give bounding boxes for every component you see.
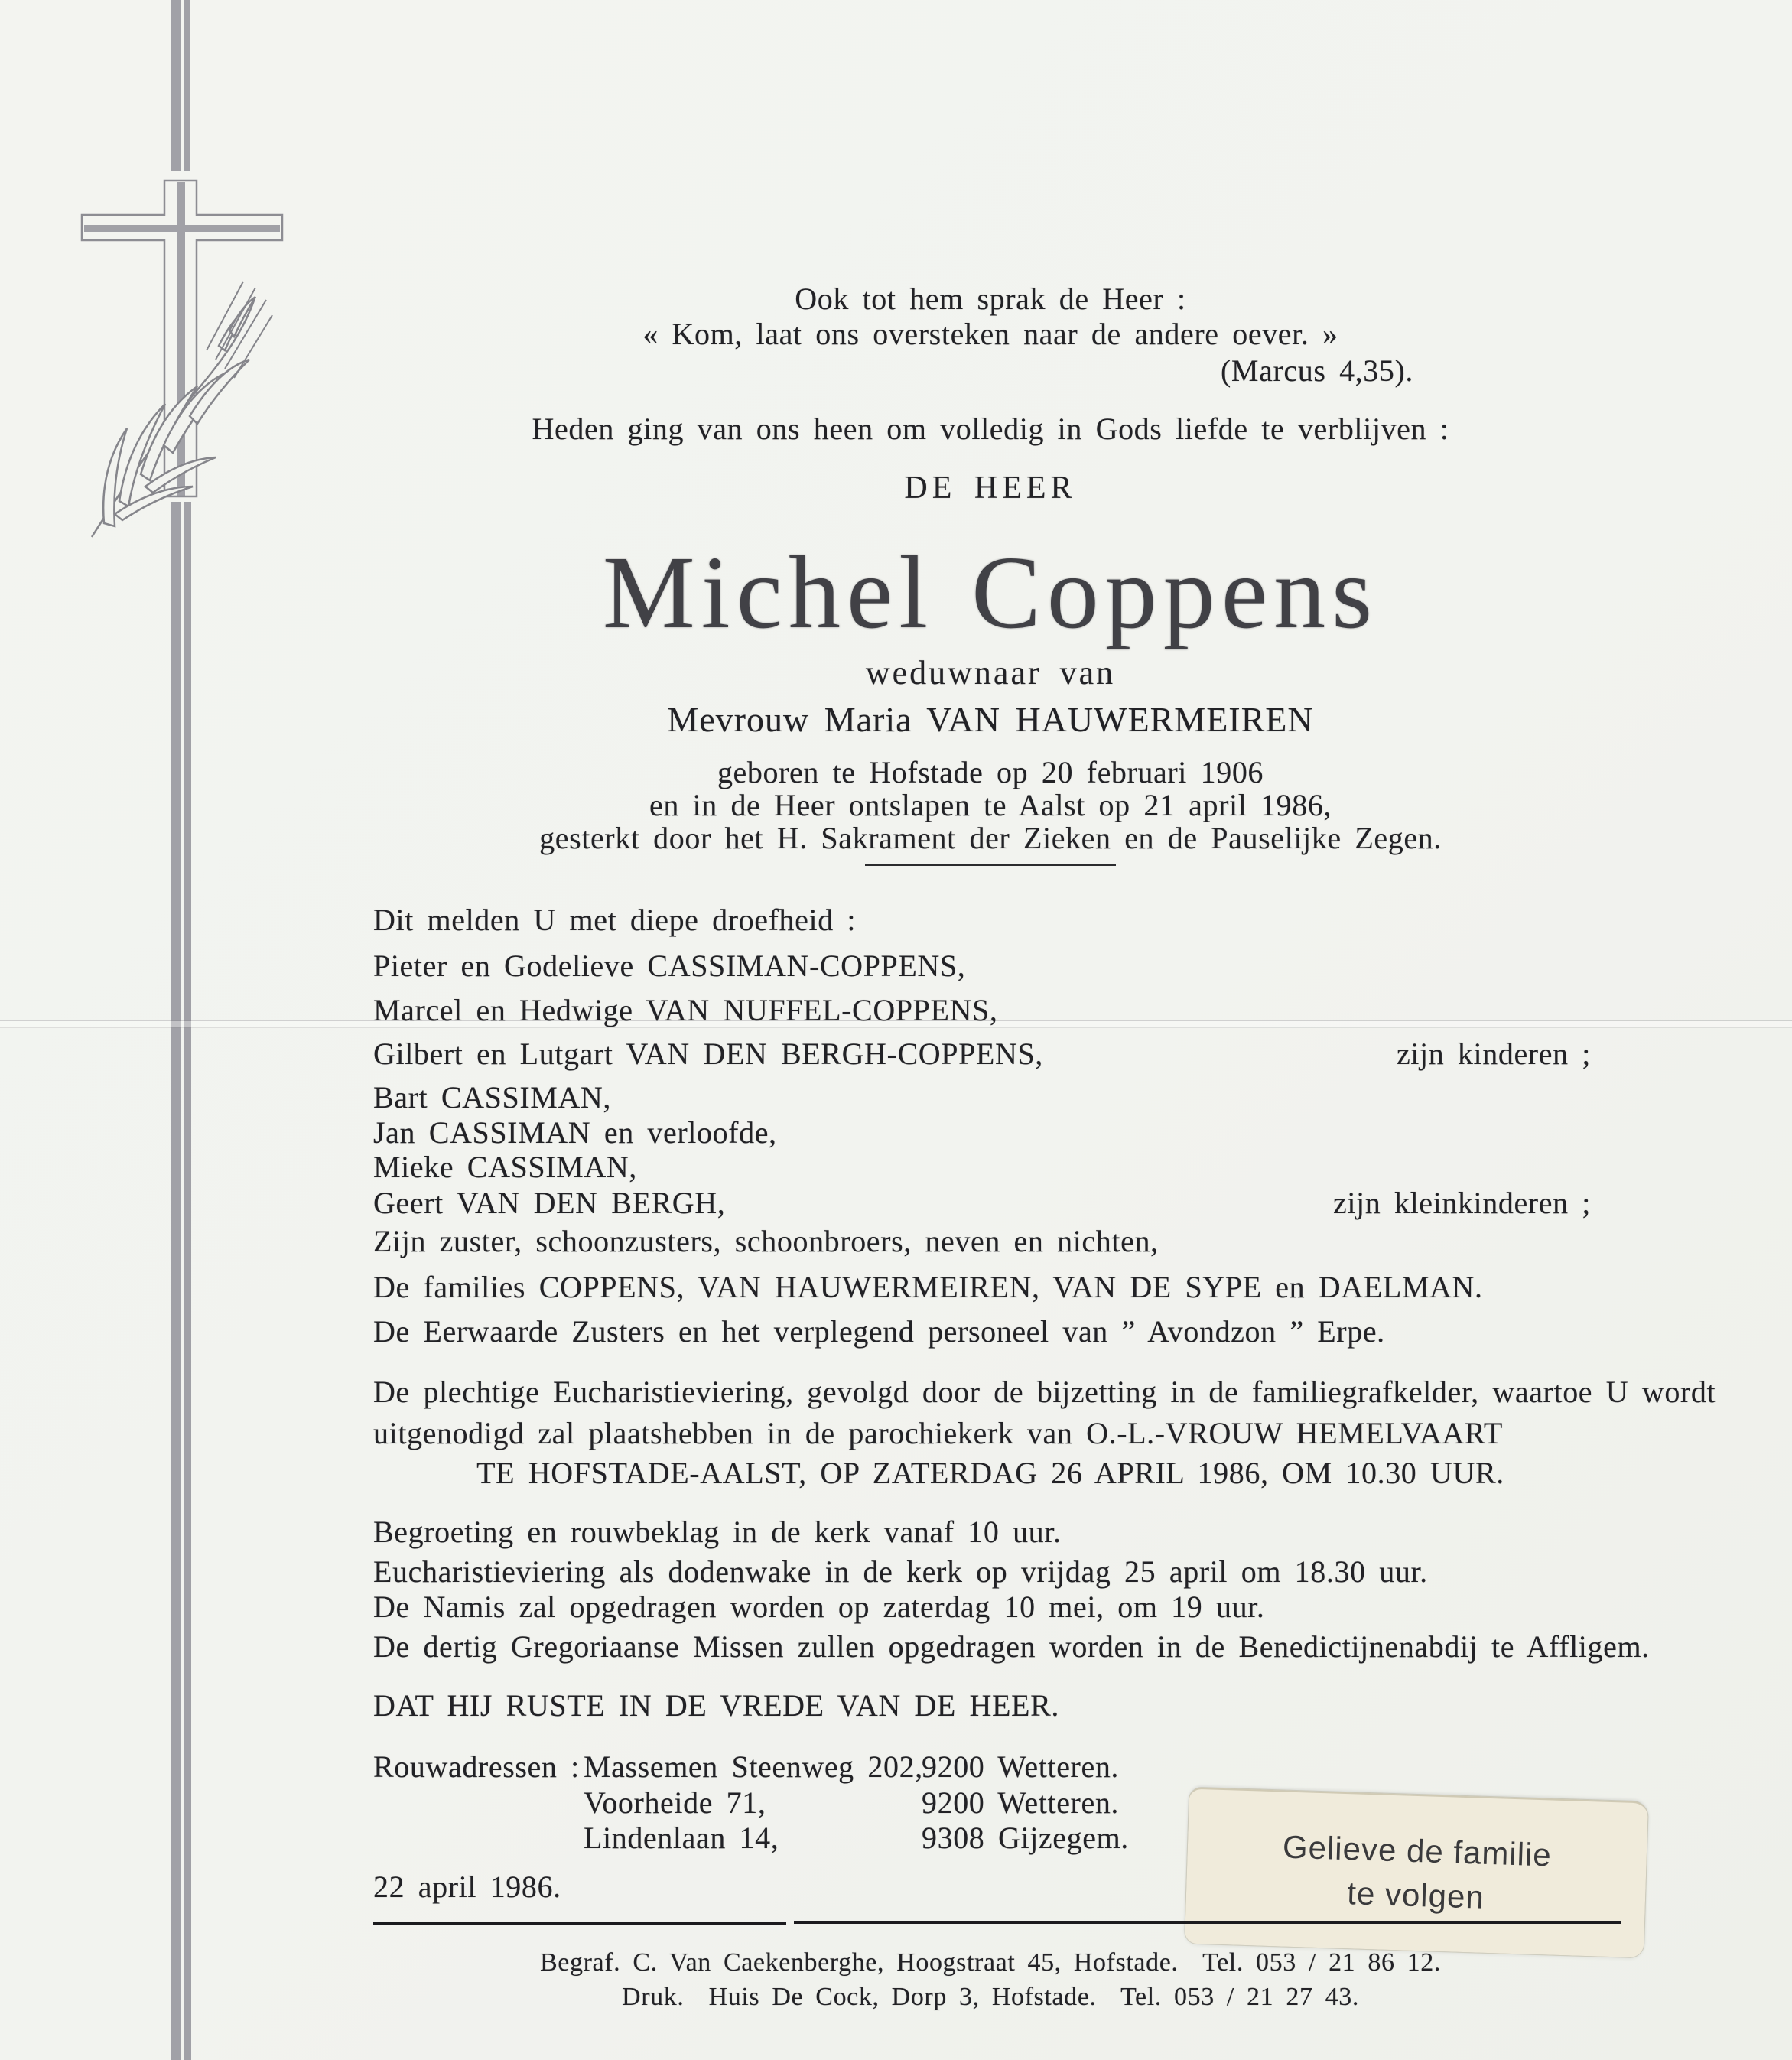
address-city: 9308 Gijzegem. <box>922 1821 1129 1855</box>
printer-line: Druk. Huis De Cock, Dorp 3, Hofstade. Tel. 053 / 21 27 43. <box>622 1983 1359 2011</box>
address-street: Voorheide 71, <box>584 1785 766 1820</box>
relatives-line-1: Zijn zuster, schoonzusters, schoonbroers, neven en nichten, <box>373 1224 1159 1258</box>
sticker-line-2: te volgen <box>1346 1875 1485 1915</box>
grandchild-row: Bart CASSIMAN, <box>373 1080 611 1115</box>
announcement-line: Dit melden U met diepe droefheid : <box>373 903 857 937</box>
address-street: Lindenlaan 14, <box>584 1821 779 1855</box>
grandchildren-group-label: zijn kleinkinderen ; <box>1332 1186 1591 1220</box>
caregivers-line: De Eerwaarde Zusters en het verplegend personeel van ” Avondzon ” Erpe. <box>373 1314 1385 1349</box>
footer-rule <box>373 1922 786 1925</box>
service-line-2: uitgenodigd zal plaatshebben in de parochiekerk van O.-L.-VROUW HEMELVAART <box>373 1416 1503 1450</box>
child-row: Marcel en Hedwige VAN NUFFEL-COPPENS, <box>373 993 998 1027</box>
service-line-1: De plechtige Eucharistieviering, gevolgd door de bijzetting in de familiegrafkelder, waartoe U wordt <box>373 1375 1716 1409</box>
schedule-line: De dertig Gregoriaanse Missen zullen opgedragen worden in de Benedictijnenabdij te Affligem. <box>373 1629 1650 1664</box>
quote-attribution: (Marcus 4,35). <box>1221 353 1414 388</box>
grandchild-row: Geert VAN DEN BERGH, <box>373 1186 726 1220</box>
address-street: Massemen Steenweg 202, <box>584 1749 923 1784</box>
undertaker-line: Begraf. C. Van Caekenberghe, Hoogstraat 45, Hofstade. Tel. 053 / 21 86 12. <box>540 1948 1441 1977</box>
service-line-3: TE HOFSTADE-AALST, OP ZATERDAG 26 APRIL 1986, OM 10.30 UUR. <box>476 1456 1504 1490</box>
vertical-stripe-bottom <box>171 502 191 2060</box>
address-city: 9200 Wetteren. <box>922 1749 1120 1784</box>
quote-line-1: Ook tot hem sprak de Heer : <box>795 282 1186 316</box>
sticker-line-1: Gelieve de familie <box>1282 1828 1553 1873</box>
deceased-title: DE HEER <box>904 470 1077 506</box>
relation-line: weduwnaar van <box>865 654 1116 692</box>
quote-line-2: « Kom, laat ons oversteken naar de andere oever. » <box>642 317 1338 351</box>
footer-rule <box>794 1921 1621 1924</box>
schedule-line: Eucharistieviering als dodenwake in de kerk op vrijdag 25 april om 18.30 uur. <box>373 1554 1428 1589</box>
schedule-line: De Namis zal opgedragen worden op zaterdag 10 mei, om 19 uur. <box>373 1590 1265 1624</box>
address-city: 9200 Wetteren. <box>922 1785 1120 1820</box>
separator-rule <box>865 864 1116 866</box>
document-date: 22 april 1986. <box>373 1870 561 1904</box>
family-notice-sticker <box>1185 1788 1648 1958</box>
children-group-label: zijn kinderen ; <box>1396 1037 1591 1071</box>
child-row: Gilbert en Lutgart VAN DEN BERGH-COPPENS, <box>373 1037 1043 1071</box>
sacrament-line: gesterkt door het H. Sakrament der Zieken en de Pauselijke Zegen. <box>539 821 1442 855</box>
death-line: en in de Heer ontslapen te Aalst op 21 april 1986, <box>649 788 1332 822</box>
vertical-stripe-top <box>171 0 190 171</box>
grandchild-row: Mieke CASSIMAN, <box>373 1150 637 1184</box>
birth-line: geboren te Hofstade op 20 februari 1906 <box>717 755 1264 789</box>
grandchild-row: Jan CASSIMAN en verloofde, <box>373 1115 777 1150</box>
schedule-line: Begroeting en rouwbeklag in de kerk vanaf 10 uur. <box>373 1515 1062 1549</box>
intro-line: Heden ging van ons heen om volledig in Gods liefde te verblijven : <box>532 412 1449 446</box>
child-row: Pieter en Godelieve CASSIMAN-COPPENS, <box>373 949 966 983</box>
relatives-line-2: De families COPPENS, VAN HAUWERMEIREN, VAN DE SYPE en DAELMAN. <box>373 1270 1483 1304</box>
mourning-addresses-label: Rouwadressen : <box>373 1749 580 1784</box>
closing-line: DAT HIJ RUSTE IN DE VREDE VAN DE HEER. <box>373 1688 1059 1723</box>
spouse-name: Mevrouw Maria VAN HAUWERMEIREN <box>667 700 1314 739</box>
deceased-name: Michel Coppens <box>602 535 1379 650</box>
